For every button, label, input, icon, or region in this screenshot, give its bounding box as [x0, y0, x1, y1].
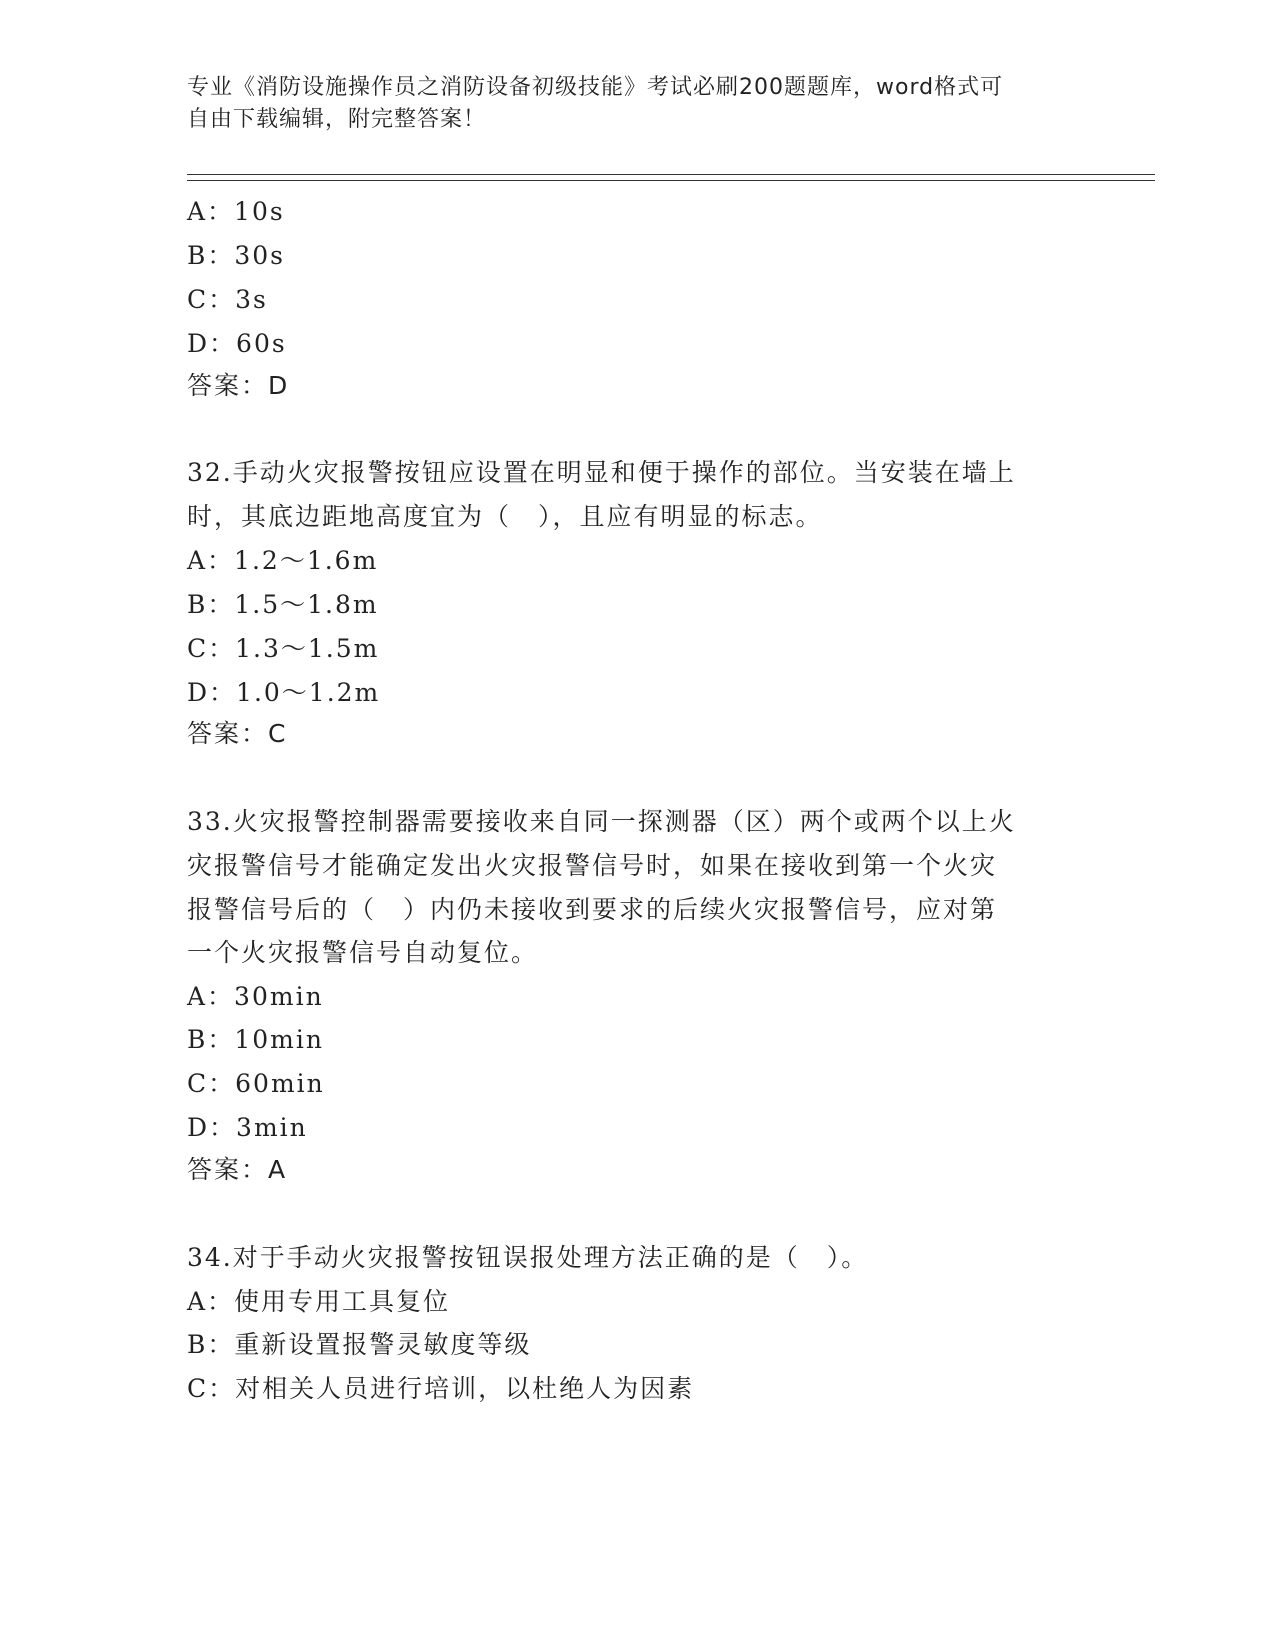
q33-option-a: A：30min [187, 982, 324, 1011]
q33-answer: 答案：A [187, 1155, 288, 1184]
q34-stem-line-1: 34.对于手动火灾报警按钮误报处理方法正确的是（ ）。 [187, 1243, 869, 1272]
q31-option-a: A：10s [187, 197, 285, 226]
q32-option-b: B：1.5～1.8m [187, 590, 379, 619]
q31-option-b: B：30s [187, 241, 286, 270]
q34-option-a: A：使用专用工具复位 [187, 1287, 451, 1316]
q32-option-a: A：1.2～1.6m [187, 546, 379, 575]
q33-stem-line-1: 33.火灾报警控制器需要接收来自同一探测器（区）两个或两个以上火 [187, 807, 1016, 836]
header-divider-bottom [187, 180, 1155, 181]
q31-option-d: D：60s [187, 329, 287, 358]
q34-option-b: B：重新设置报警灵敏度等级 [187, 1330, 532, 1359]
q32-option-d: D：1.0～1.2m [187, 678, 381, 707]
header-divider-top [187, 174, 1155, 175]
q33-option-b: B：10min [187, 1025, 324, 1054]
q32-stem-line-2: 时，其底边距地高度宜为（ ），且应有明显的标志。 [187, 502, 823, 531]
document-header [187, 72, 1067, 136]
q33-stem-line-2: 灾报警信号才能确定发出火灾报警信号时，如果在接收到第一个火灾 [187, 851, 998, 880]
q33-option-d: D：3min [187, 1113, 308, 1142]
q33-stem-line-4: 一个火灾报警信号自动复位。 [187, 938, 539, 967]
q31-answer: 答案：D [187, 371, 290, 400]
q34-option-c: C：对相关人员进行培训，以杜绝人为因素 [187, 1374, 695, 1403]
q32-option-c: C：1.3～1.5m [187, 634, 380, 663]
q33-option-c: C：60min [187, 1069, 325, 1098]
header-line-1: 专业《消防设施操作员之消防设备初级技能》考试必刷200题题库，word格式可 [187, 75, 1004, 100]
q32-stem-line-1: 32.手动火灾报警按钮应设置在明显和便于操作的部位。当安装在墙上 [187, 458, 1016, 487]
q32-answer: 答案：C [187, 719, 288, 748]
header-line-2: 自由下载编辑，附完整答案！ [187, 107, 487, 132]
q33-stem-line-3: 报警信号后的（ ）内仍未接收到要求的后续火灾报警信号，应对第 [187, 895, 998, 924]
q31-option-c: C：3s [187, 285, 268, 314]
